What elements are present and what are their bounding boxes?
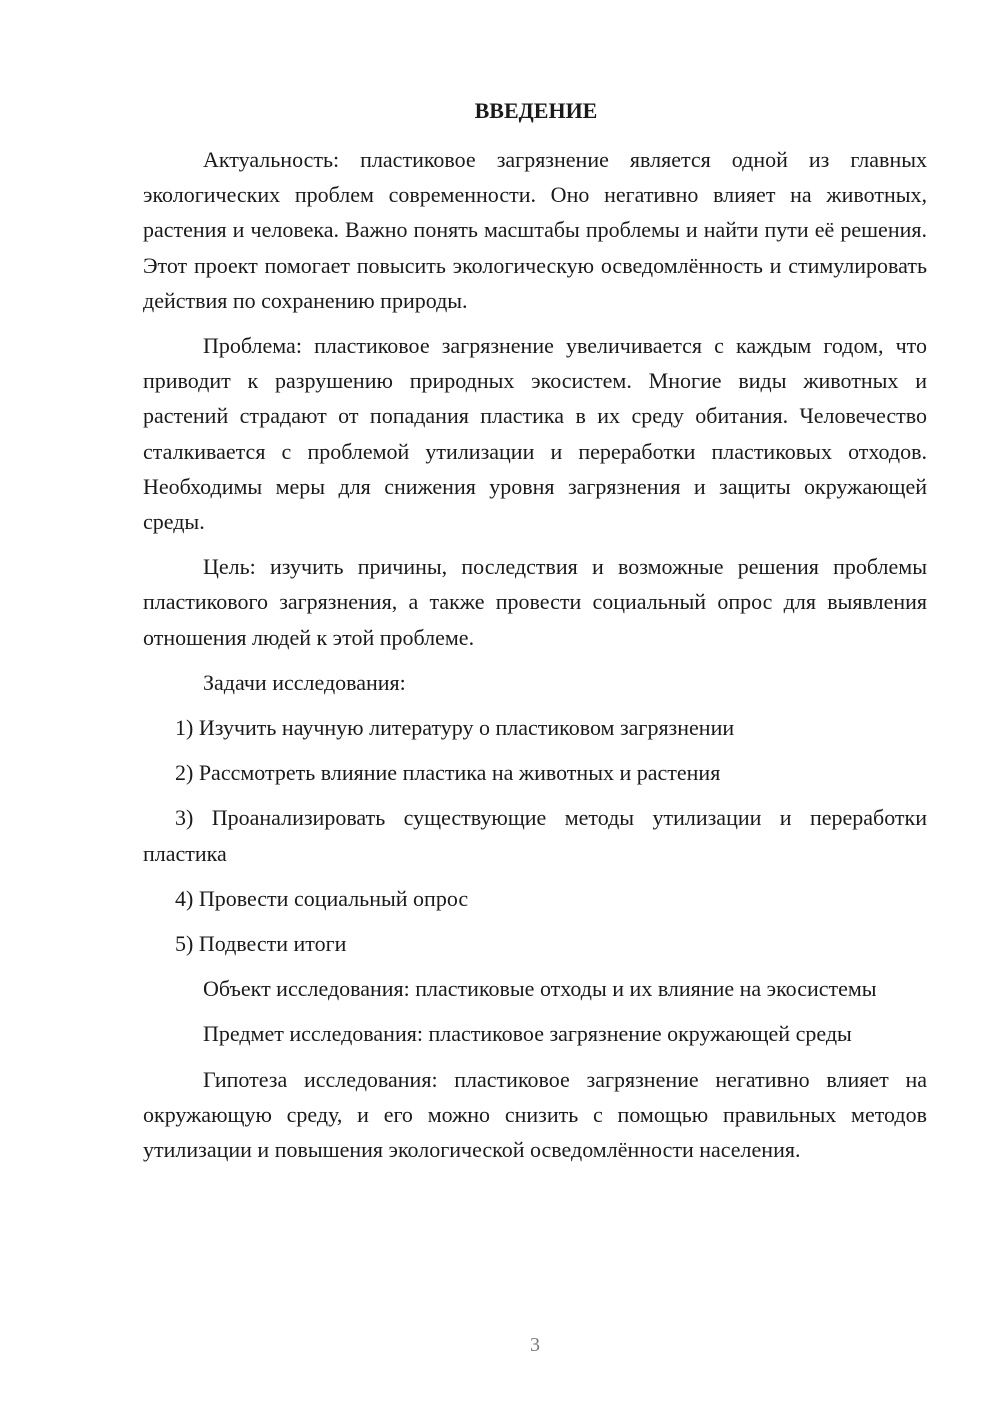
list-item: 5) Подвести итоги — [175, 931, 347, 957]
list-item: 3) Проанализировать существующие методы утилизации и переработки пластика — [143, 805, 927, 866]
page-number: 3 — [530, 1334, 540, 1356]
list-item: 1) Изучить научную литературу о пластиковом загрязнении — [175, 715, 735, 741]
paragraph-problem: Проблема: пластиковое загрязнение увеличивается с каждым годом, что приводит к разрушению природных экосистем. Многие виды животных и растений страдают от попадания пластика в их среду обитания. Человечество сталкивается с проблемой утилизации и переработки пластиковых отходов. Необходимы меры для снижения уровня загрязнения и защиты окружающей среды. — [143, 333, 927, 535]
list-item: 4) Провести социальный опрос — [175, 885, 469, 911]
paragraph-hypothesis: Гипотеза исследования: пластиковое загрязнение негативно влияет на окружающую среду, и его можно снизить с помощью правильных методов утилизации и повышения экологической осведомлённости населения. — [143, 1066, 927, 1163]
tasks-list — [143, 710, 927, 961]
paragraph-subject: Предмет исследования: пластиковое загрязнение окружающей среды — [203, 1021, 852, 1047]
paragraph-relevance: Актуальность: пластиковое загрязнение является одной из главных экологических проблем современности. Оно негативно влияет на животных, растения и человека. Важно понять масштабы проблемы и найти пути её решения. Этот проект помогает повысить экологическую осведомлённость и стимулировать действия по сохранению природы. — [143, 147, 927, 313]
tasks-heading: Задачи исследования: — [203, 669, 406, 695]
paragraph-object: Объект исследования: пластиковые отходы и их влияние на экосистемы — [203, 976, 877, 1002]
paragraph-goal: Цель: изучить причины, последствия и возможные решения проблемы пластикового загрязнения, а также провести социальный опрос для выявления отношения людей к этой проблеме. — [143, 554, 927, 650]
list-item: 2) Рассмотреть влияние пластика на животных и растения — [175, 760, 721, 786]
document-page — [143, 96, 927, 1177]
section-title: ВВЕДЕНИЕ — [474, 98, 598, 123]
